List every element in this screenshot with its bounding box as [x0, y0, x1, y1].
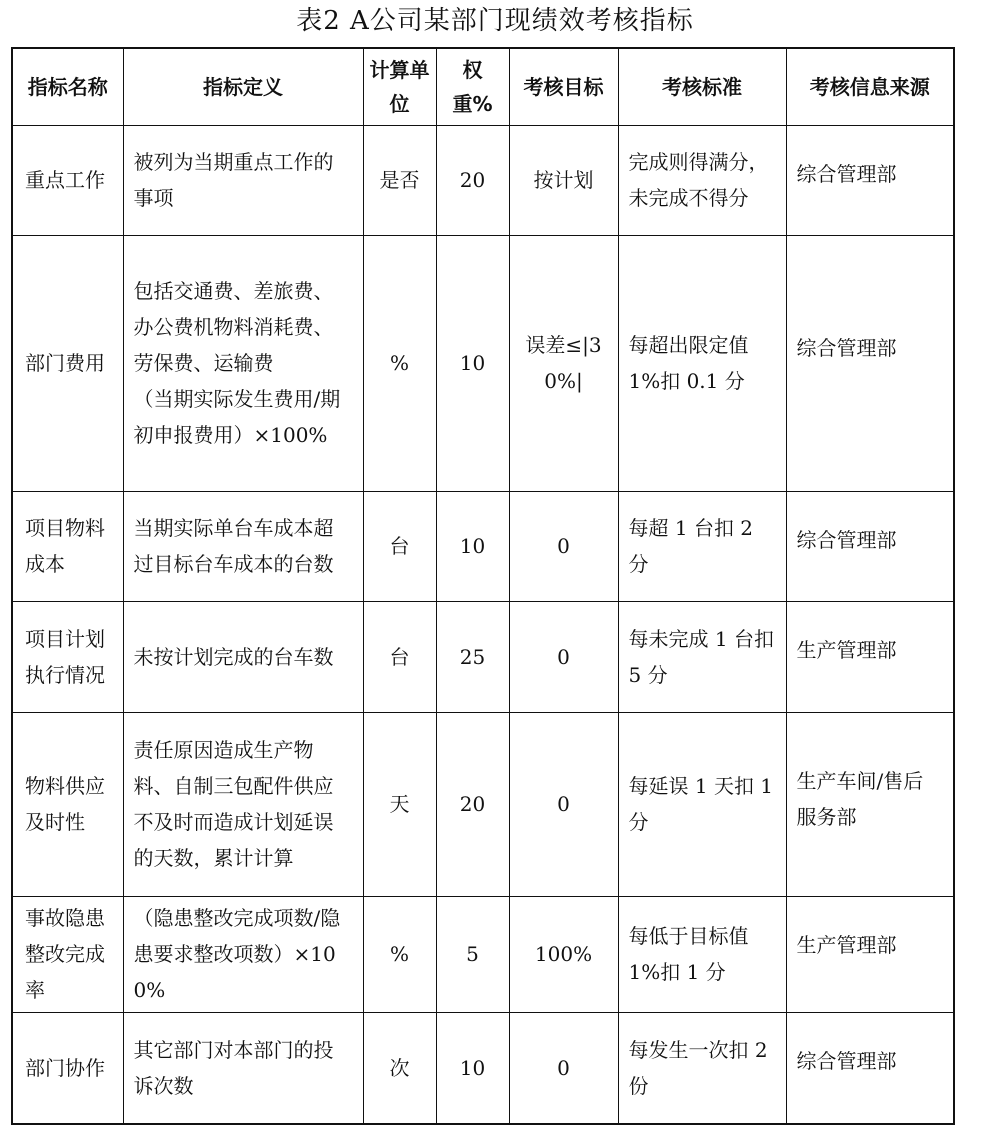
cell-target: 0 — [509, 491, 618, 601]
header-name: 指标名称 — [12, 48, 123, 125]
cell-name: 事故隐患整改完成率 — [12, 896, 123, 1012]
cell-name: 部门协作 — [12, 1012, 123, 1124]
header-unit: 计算单位 — [363, 48, 436, 125]
cell-definition: 被列为当期重点工作的事项 — [123, 125, 363, 235]
table-row — [12, 491, 954, 601]
cell-weight: 10 — [436, 491, 509, 601]
cell-target: 0 — [509, 601, 618, 712]
cell-unit: 台 — [363, 491, 436, 601]
cell-unit: 台 — [363, 601, 436, 712]
kpi-table — [11, 47, 955, 1125]
header-row — [12, 48, 954, 125]
cell-weight: 5 — [436, 896, 509, 1012]
cell-name: 项目计划执行情况 — [12, 601, 123, 712]
cell-source: 生产管理部 — [786, 601, 954, 712]
cell-unit: % — [363, 235, 436, 491]
table-row — [12, 601, 954, 712]
cell-source: 综合管理部 — [786, 1012, 954, 1124]
cell-source: 生产管理部 — [786, 896, 954, 1012]
cell-standard: 每未完成 1 台扣 5 分 — [618, 601, 786, 712]
cell-unit: 是否 — [363, 125, 436, 235]
cell-unit: % — [363, 896, 436, 1012]
cell-weight: 10 — [436, 235, 509, 491]
cell-source: 综合管理部 — [786, 125, 954, 235]
cell-source: 综合管理部 — [786, 235, 954, 491]
cell-target: 0 — [509, 1012, 618, 1124]
header-source: 考核信息来源 — [786, 48, 954, 125]
cell-name: 项目物料成本 — [12, 491, 123, 601]
cell-unit: 次 — [363, 1012, 436, 1124]
cell-standard: 每延误 1 天扣 1 分 — [618, 712, 786, 896]
cell-standard: 每发生一次扣 2 份 — [618, 1012, 786, 1124]
cell-target: 按计划 — [509, 125, 618, 235]
cell-definition: 未按计划完成的台车数 — [123, 601, 363, 712]
table-row — [12, 896, 954, 1012]
table-title: 表2 A公司某部门现绩效考核指标 — [296, 6, 694, 36]
cell-standard: 每超 1 台扣 2 分 — [618, 491, 786, 601]
cell-name: 部门费用 — [12, 235, 123, 491]
table-row — [12, 235, 954, 491]
cell-standard: 每低于目标值 1%扣 1 分 — [618, 896, 786, 1012]
cell-target: 100% — [509, 896, 618, 1012]
cell-name: 物料供应及时性 — [12, 712, 123, 896]
cell-target: 误差≤|30%| — [509, 235, 618, 491]
cell-unit: 天 — [363, 712, 436, 896]
header-weight: 权重% — [436, 48, 509, 125]
header-target: 考核目标 — [509, 48, 618, 125]
cell-weight: 20 — [436, 125, 509, 235]
cell-target: 0 — [509, 712, 618, 896]
cell-standard: 完成则得满分，未完成不得分 — [618, 125, 786, 235]
cell-weight: 25 — [436, 601, 509, 712]
cell-source: 生产车间/售后服务部 — [786, 712, 954, 896]
cell-definition: 当期实际单台车成本超过目标台车成本的台数 — [123, 491, 363, 601]
cell-definition: 责任原因造成生产物料、自制三包配件供应不及时而造成计划延误的天数，累计计算 — [123, 712, 363, 896]
cell-weight: 20 — [436, 712, 509, 896]
cell-name: 重点工作 — [12, 125, 123, 235]
cell-source: 综合管理部 — [786, 491, 954, 601]
cell-definition: （隐患整改完成项数/隐患要求整改项数）×100% — [123, 896, 363, 1012]
table-row — [12, 712, 954, 896]
table-row — [12, 125, 954, 235]
header-standard: 考核标准 — [618, 48, 786, 125]
cell-definition: 包括交通费、差旅费、办公费机物料消耗费、劳保费、运输费 （当期实际发生费用/期初申报费用）×100% — [123, 235, 363, 491]
cell-weight: 10 — [436, 1012, 509, 1124]
header-definition: 指标定义 — [123, 48, 363, 125]
table-row — [12, 1012, 954, 1124]
cell-standard: 每超出限定值 1%扣 0.1 分 — [618, 235, 786, 491]
cell-definition: 其它部门对本部门的投诉次数 — [123, 1012, 363, 1124]
